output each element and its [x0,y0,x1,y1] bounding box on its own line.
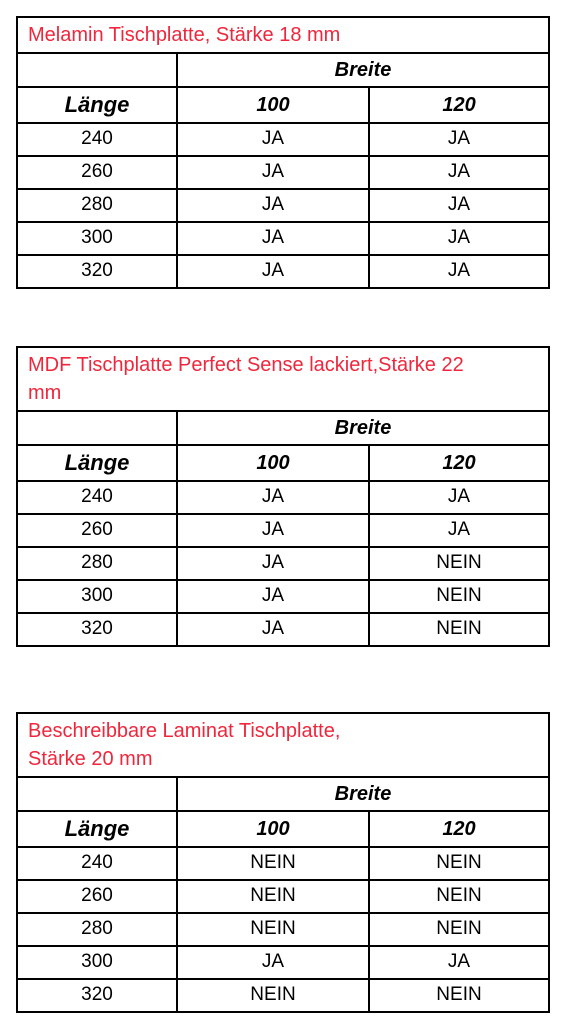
laenge-cell: 260 [17,514,177,547]
value-cell: JA [369,123,549,156]
value-cell: JA [177,189,369,222]
table-row [17,580,549,613]
laenge-cell: 240 [17,847,177,880]
breite-header: Breite [177,777,549,811]
table-title: Beschreibbare Laminat Tischplatte, Stärke 20 mm [17,713,549,777]
laenge-cell: 300 [17,946,177,979]
table-row [17,156,549,189]
laenge-cell: 260 [17,156,177,189]
laenge-cell: 300 [17,580,177,613]
table-title: MDF Tischplatte Perfect Sense lackiert,Stärke 22 mm [17,347,549,411]
table-row [17,847,549,880]
table-title: Melamin Tischplatte, Stärke 18 mm [17,17,549,53]
laenge-cell: 240 [17,123,177,156]
value-cell: JA [177,514,369,547]
value-cell: JA [177,613,369,646]
value-cell: JA [369,514,549,547]
table-row [17,613,549,646]
laenge-cell: 240 [17,481,177,514]
value-cell: NEIN [177,880,369,913]
laenge-cell: 300 [17,222,177,255]
width-header: 120 [369,811,549,847]
value-cell: JA [369,946,549,979]
value-cell: JA [369,222,549,255]
value-cell: JA [177,156,369,189]
value-cell: NEIN [177,913,369,946]
corner-cell [17,411,177,445]
value-cell: JA [177,123,369,156]
width-header: 120 [369,445,549,481]
table-row [17,255,549,288]
laenge-header: Länge [17,445,177,481]
value-cell: NEIN [177,847,369,880]
laminat-table [16,712,550,1013]
mdf-table [16,346,550,647]
laenge-cell: 320 [17,255,177,288]
width-header: 100 [177,811,369,847]
value-cell: JA [177,946,369,979]
width-header: 100 [177,87,369,123]
table-row [17,481,549,514]
value-cell: JA [177,481,369,514]
value-cell: JA [369,481,549,514]
laenge-cell: 320 [17,613,177,646]
value-cell: JA [177,580,369,613]
table-row [17,222,549,255]
table-row [17,946,549,979]
table-row [17,979,549,1012]
table-row [17,913,549,946]
laenge-header: Länge [17,87,177,123]
breite-header: Breite [177,53,549,87]
breite-header: Breite [177,411,549,445]
laenge-cell: 320 [17,979,177,1012]
table-row [17,514,549,547]
table-row [17,189,549,222]
width-header: 100 [177,445,369,481]
value-cell: NEIN [369,613,549,646]
value-cell: JA [369,156,549,189]
value-cell: NEIN [369,880,549,913]
laenge-cell: 280 [17,547,177,580]
value-cell: JA [177,222,369,255]
value-cell: NEIN [369,847,549,880]
width-header: 120 [369,87,549,123]
melamin-table [16,16,550,289]
value-cell: JA [177,547,369,580]
value-cell: NEIN [369,913,549,946]
table-row [17,547,549,580]
corner-cell [17,53,177,87]
value-cell: JA [369,255,549,288]
value-cell: JA [177,255,369,288]
value-cell: NEIN [369,547,549,580]
value-cell: NEIN [369,979,549,1012]
laenge-cell: 280 [17,913,177,946]
table-row [17,123,549,156]
table-row [17,880,549,913]
corner-cell [17,777,177,811]
laenge-cell: 260 [17,880,177,913]
value-cell: NEIN [177,979,369,1012]
value-cell: NEIN [369,580,549,613]
value-cell: JA [369,189,549,222]
laenge-cell: 280 [17,189,177,222]
laenge-header: Länge [17,811,177,847]
